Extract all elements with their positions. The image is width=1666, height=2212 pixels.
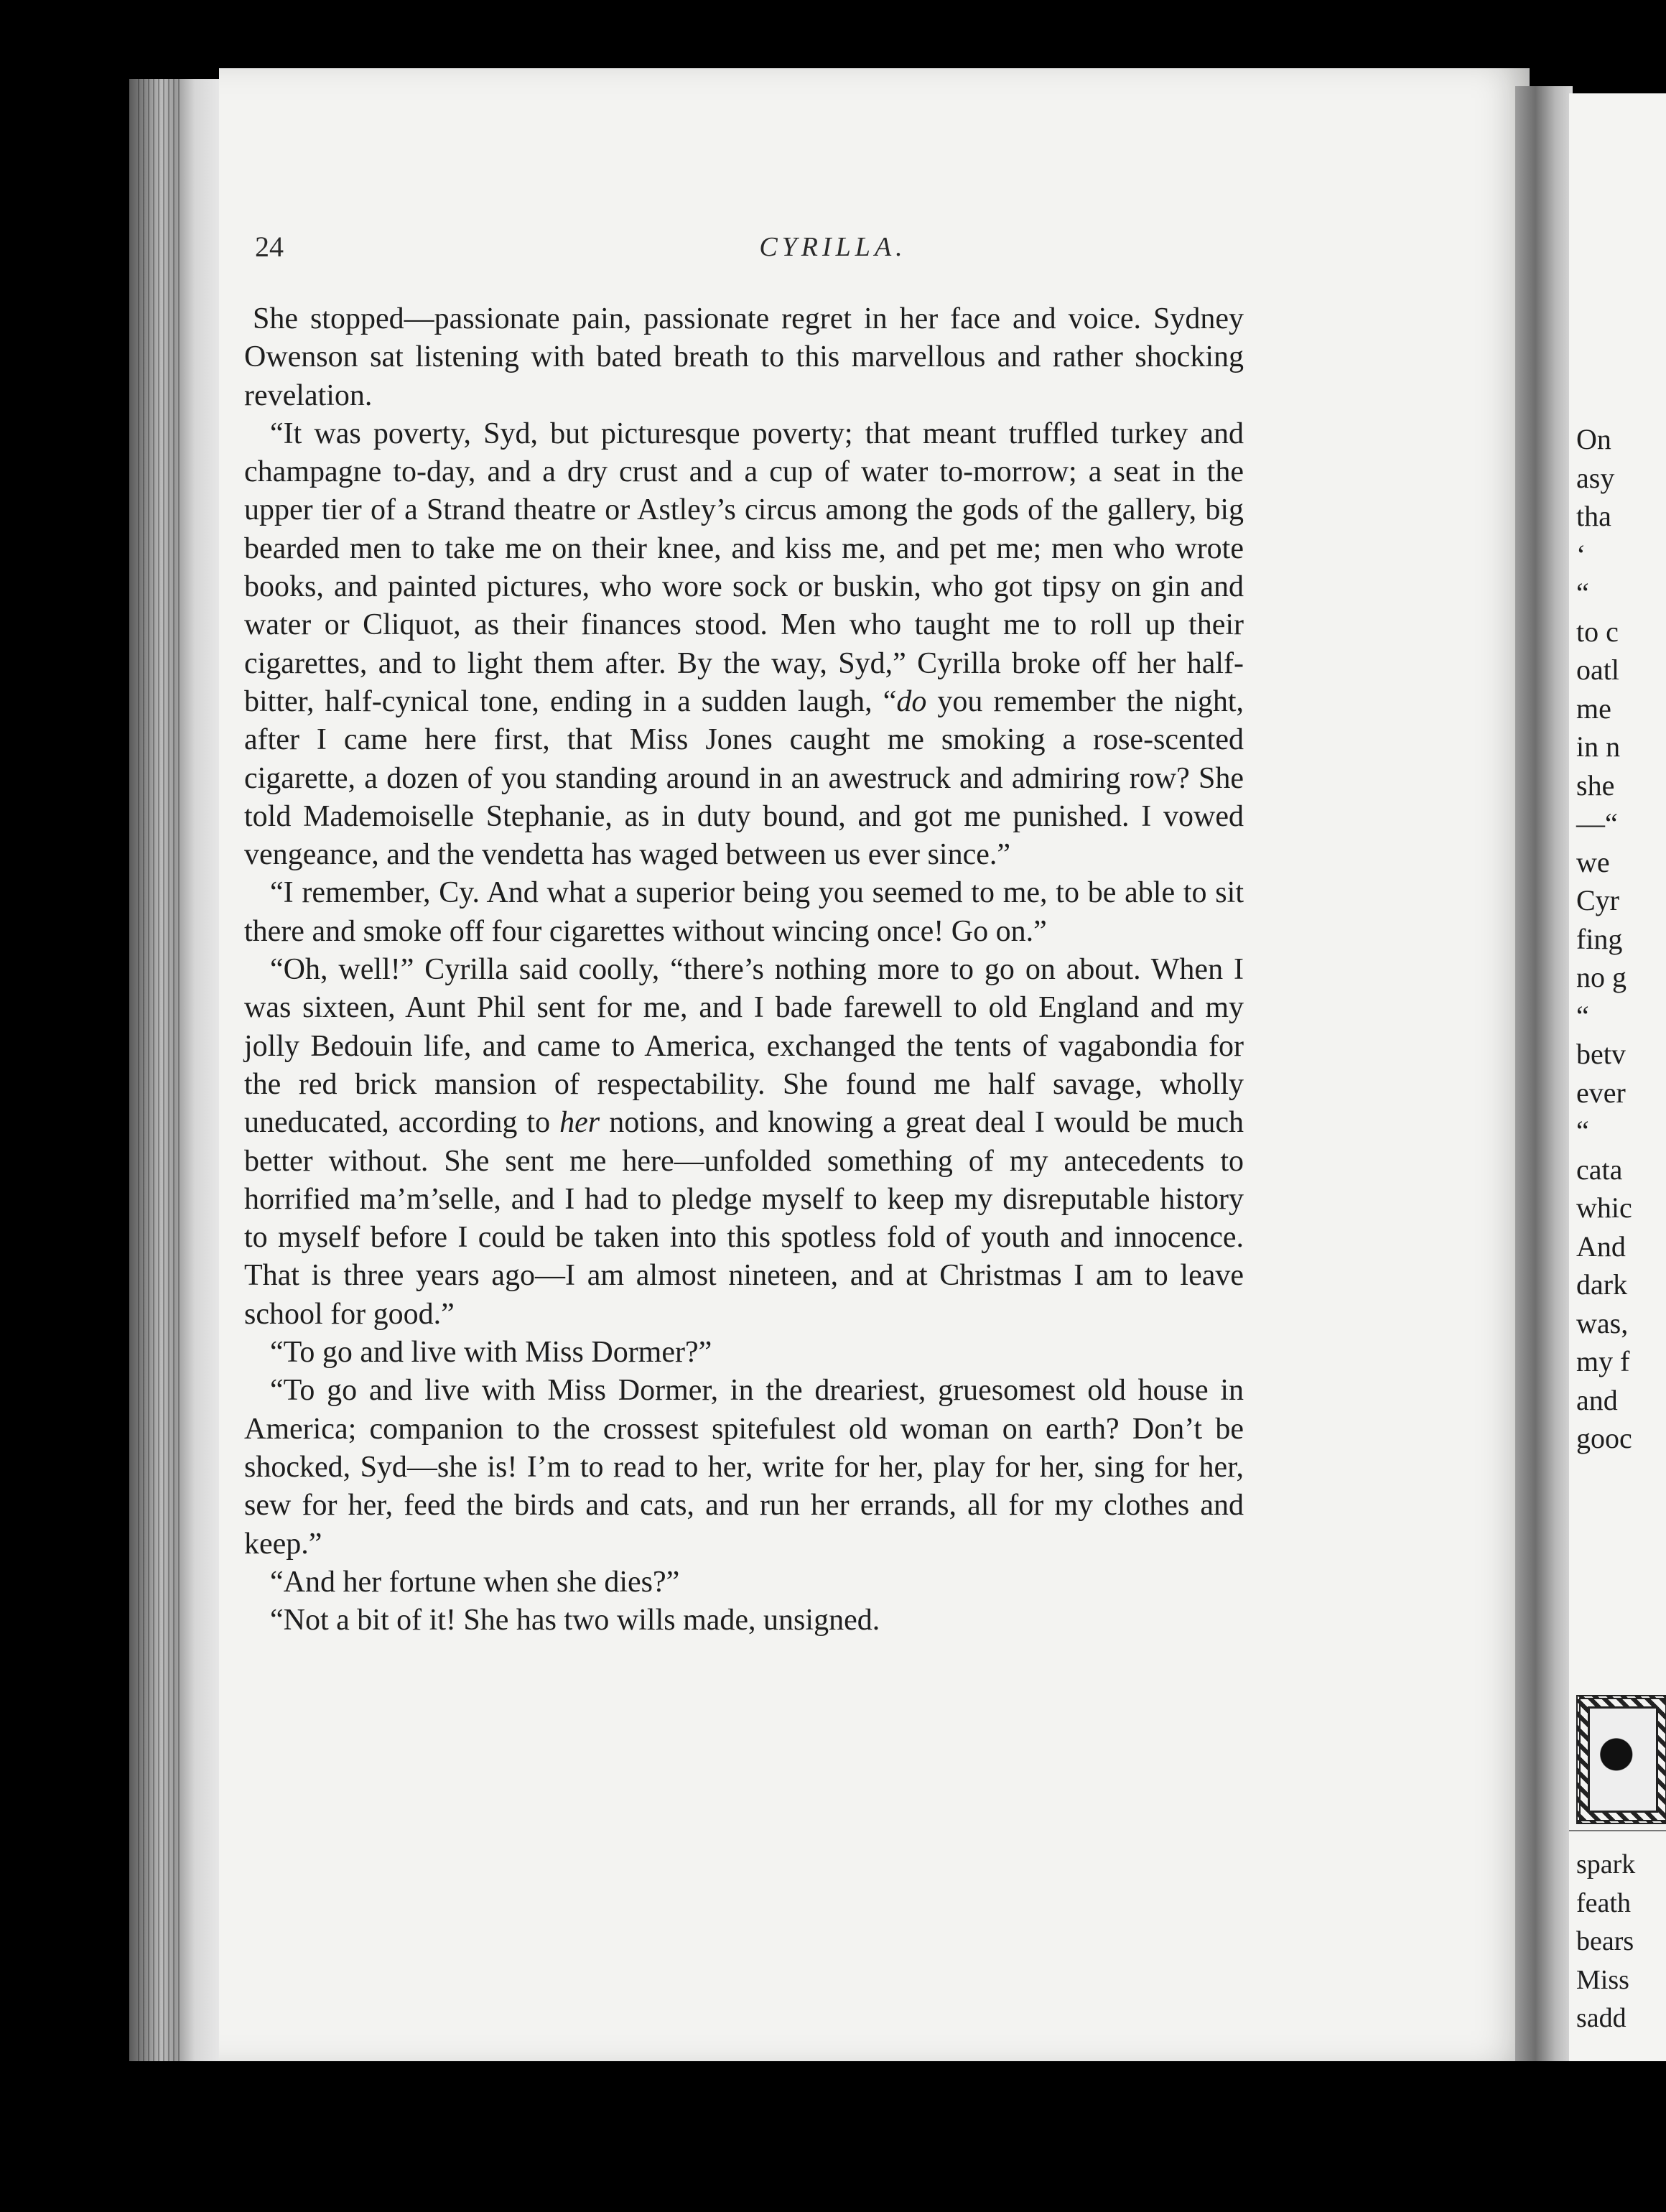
- right-page-line: spark: [1576, 1849, 1636, 1879]
- right-page-line: bears: [1576, 1926, 1634, 1956]
- paragraph: “To go and live with Miss Dormer?”: [270, 1336, 712, 1370]
- right-page-line: cata: [1576, 1153, 1623, 1186]
- scan-artifact-line: [1569, 1830, 1666, 1831]
- right-page-line: On: [1576, 423, 1611, 455]
- right-page-line: whic: [1576, 1191, 1632, 1224]
- right-page-line: no g: [1576, 961, 1627, 993]
- right-page-line: Miss: [1576, 1964, 1629, 1995]
- right-page-line: sadd: [1576, 2003, 1627, 2033]
- right-page-line: —“: [1576, 807, 1618, 840]
- decorative-initial-ornament: [1576, 1695, 1666, 1824]
- paragraph: [244, 415, 1244, 875]
- right-page-line: gooc: [1576, 1422, 1632, 1454]
- right-page-line: tha: [1576, 500, 1611, 532]
- paragraph-text: “Oh, well!” Cyrilla said coolly, “there’s nothing more to go on about. When I was sixteen, Aunt Phil sent for me, and I bade farewell to old England and my jolly Bedouin life, and came to America, exchanged the tents of vagabondia for the red brick mansion of respectability. She found me half savage, wholly uneducated, according to: [244, 953, 1244, 1140]
- emphasis-text: her: [559, 1106, 600, 1140]
- paragraph: She stopped—passionate pain, passionate regret in her face and voice. Sydney Owenson sat listening with bated breath to this marvellous and rather shocking revelation.: [244, 302, 1244, 412]
- right-page-line: my f: [1576, 1345, 1630, 1377]
- running-title: CYRILLA.: [759, 232, 907, 262]
- body-text: [244, 300, 1244, 1640]
- right-page-line: Cyr: [1576, 884, 1619, 916]
- right-page-line: And: [1576, 1230, 1626, 1263]
- emphasis-text: do: [896, 684, 927, 718]
- paragraph: “And her fortune when she dies?”: [270, 1565, 680, 1599]
- right-page-line: was,: [1576, 1306, 1629, 1339]
- paragraph: “Not a bit of it! She has two wills made, unsigned.: [270, 1604, 880, 1637]
- right-page-line: in n: [1576, 730, 1621, 763]
- right-page-line: “: [1576, 577, 1589, 609]
- paragraph: “To go and live with Miss Dormer, in the dreariest, gruesomest old house in America; companion to the crossest spitefulest old woman on earth? Don’t be shocked, Syd—she is! I’m to read to her, write for her, play for her, sing for her, sew for her, feed the birds and cats, and run her errands, all for my clothes and keep.”: [244, 1374, 1244, 1561]
- right-page-line: and: [1576, 1383, 1618, 1416]
- page-gutter-shadow: [1515, 86, 1573, 2061]
- right-page-line: ‘: [1576, 538, 1586, 571]
- right-page-line: feath: [1576, 1887, 1631, 1918]
- right-page-line: “: [1576, 1115, 1589, 1147]
- right-page-line: “: [1576, 999, 1589, 1032]
- right-page-line: dark: [1576, 1268, 1628, 1301]
- right-page-lower-text: [1576, 1846, 1635, 2038]
- paragraph: “I remember, Cy. And what a superior being you seemed to me, to be able to sit there and smoke off four cigarettes without wincing once! Go on.”: [244, 876, 1244, 948]
- right-page-line: ever: [1576, 1076, 1626, 1109]
- right-page-line: asy: [1576, 461, 1615, 494]
- right-page-line: oatl: [1576, 654, 1619, 686]
- paragraph-text: “It was poverty, Syd, but picturesque poverty; that meant truffled turkey and champagne to-day, and a dry crust and a cup of water to-morrow; a seat in the upper tier of a Strand theatre or Astley’s circus among the gods of the gallery, big bearded men to take me on their knee, and kiss me, and pet me; men who wrote books, and painted pictures, who wore sock or buskin, who got tipsy on gin and water or Cliquot, as their finances stood. Men who taught me to roll up their cigarettes, and to light them after. By the way, Syd,” Cyrilla broke off her half-bitter, half-cynical tone, ending in a sudden laugh, “: [244, 417, 1244, 718]
- right-page-line: fing: [1576, 922, 1623, 955]
- right-page-line: me: [1576, 692, 1611, 725]
- right-page-line: betv: [1576, 1038, 1626, 1070]
- right-page-fragment: [1569, 93, 1666, 2061]
- right-page-line: she: [1576, 768, 1615, 801]
- right-page-upper-text: [1576, 420, 1632, 1458]
- book-binding-edge: [129, 79, 223, 2061]
- page-header: [0, 230, 1666, 273]
- right-page-line: to c: [1576, 615, 1619, 648]
- paragraph: [244, 951, 1244, 1334]
- paragraph-text: you remember the night, after I came here first, that Miss Jones caught me smoking a rose-scented cigarette, a dozen of you standing around in an awestruck and admiring row? She told Mademoiselle Stephanie, as in duty bound, and got me punished. I vowed vengeance, and the vendetta has waged between us ever since.”: [244, 684, 1244, 872]
- paragraph-text: notions, and knowing a great deal I would be much better without. She sent me here—unfolded something of my antecedents to horrified ma’m’selle, and I had to pledge myself to keep my disreputable history to myself before I could be taken into this spotless fold of youth and innocence. That is three years ago—I am almost nineteen, and at Christmas I am to leave school for good.”: [244, 1106, 1244, 1331]
- right-page-line: we: [1576, 845, 1610, 878]
- page-number: 24: [255, 231, 284, 263]
